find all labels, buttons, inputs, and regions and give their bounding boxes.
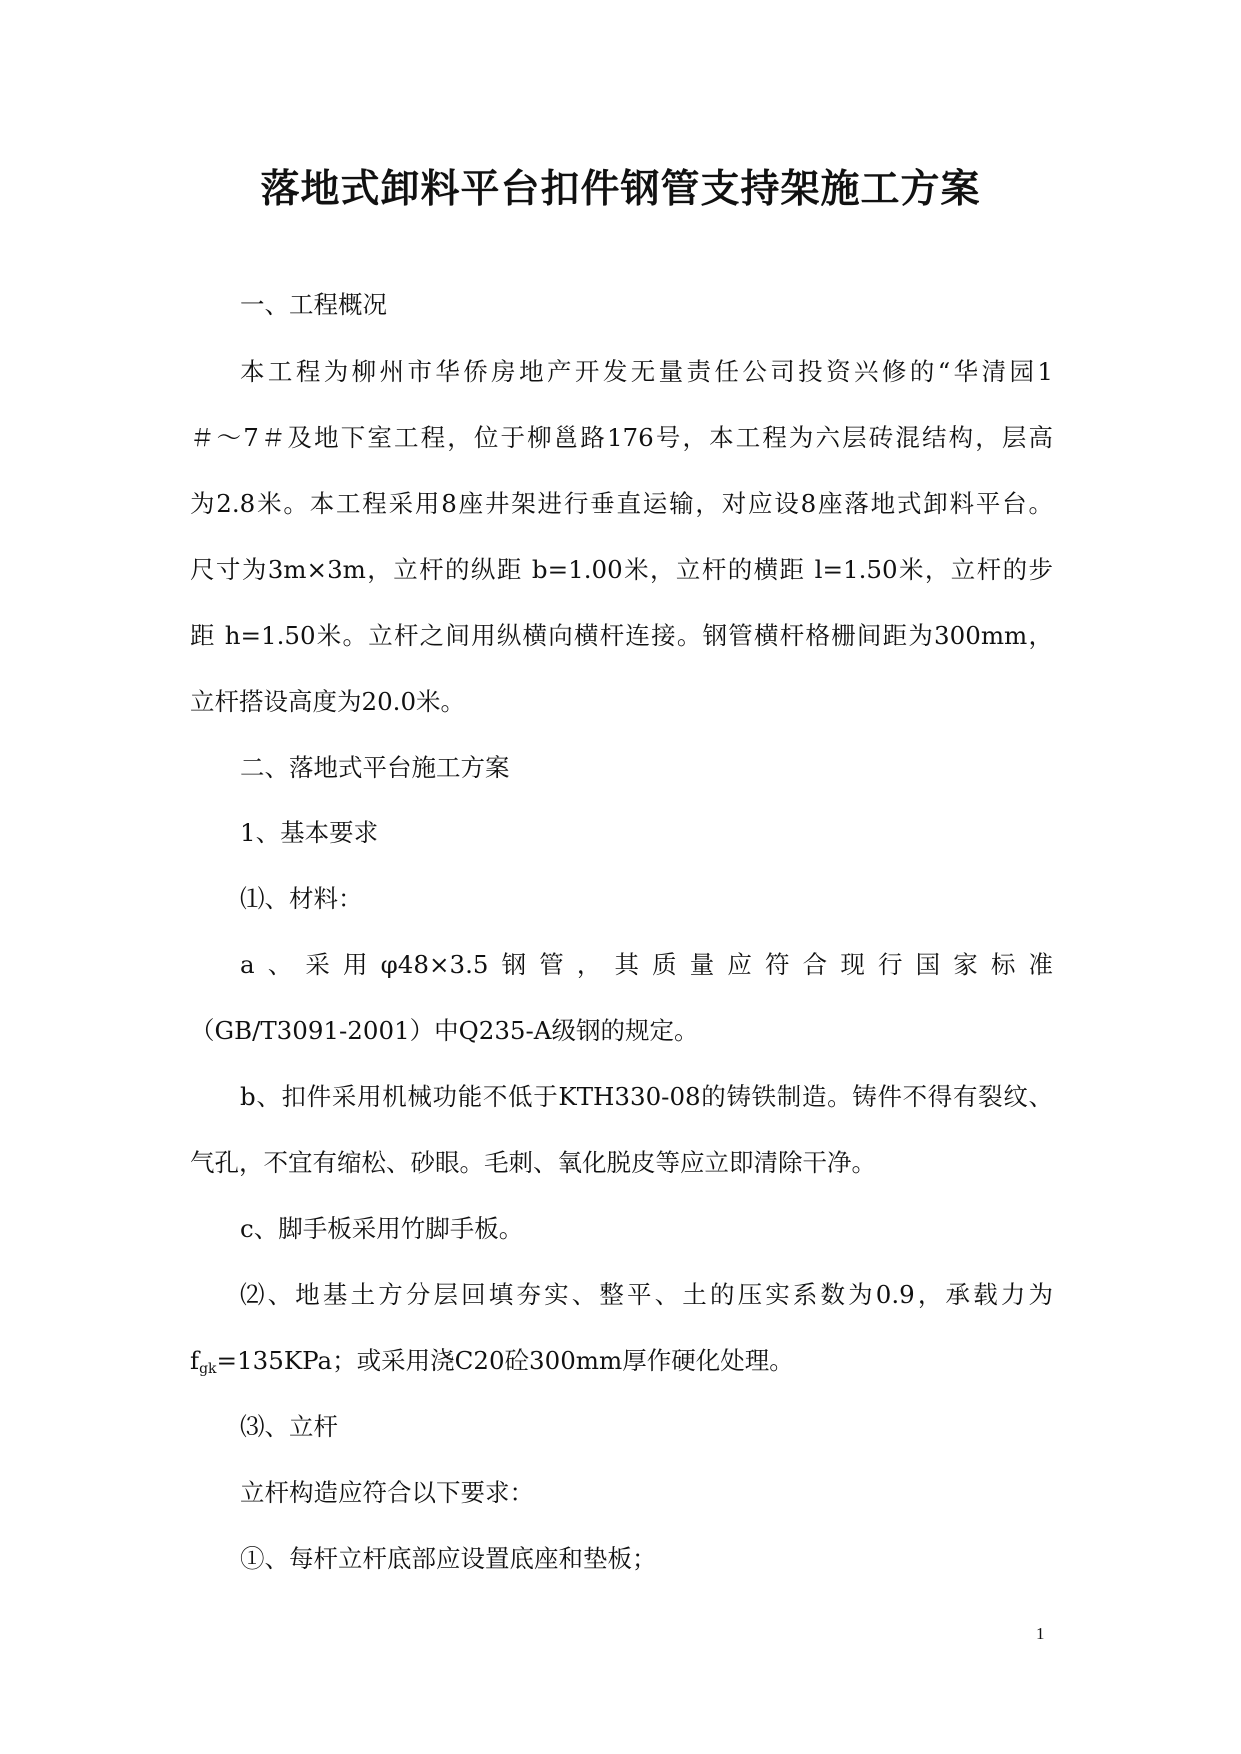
item-b-line-2: 气孔，不宜有缩松、砂眼。毛刺、氧化脱皮等应立即清除干净。 [190, 1148, 876, 1177]
item-2-line-2 [190, 1343, 794, 1387]
item-b-line-1: b、扣件采用机械功能不低于KTH330-08的铸铁制造。铸件不得有裂纹、 [240, 1082, 1053, 1111]
item-a-line-2: （GB/T3091-2001）中Q235-A级钢的规定。 [190, 1016, 699, 1045]
item-2-line-2-rest: =135KPa；或采用浇C20砼300mm厚作硬化处理。 [216, 1346, 794, 1375]
section1-line-3: 为2.8米。本工程采用8座井架进行垂直运输，对应设8座落地式卸料平台。 [190, 489, 1053, 518]
item-3-heading: ⑶、立杆 [240, 1412, 338, 1441]
item-a-line-1: a、采用φ48×3.5钢管，其质量应符合现行国家标准 [240, 950, 1053, 979]
formula-f: f [190, 1346, 200, 1375]
section1-heading: 一、工程概况 [240, 290, 387, 319]
item-3-text: 立杆构造应符合以下要求： [240, 1478, 534, 1507]
section1-line-2: ＃～7＃及地下室工程，位于柳邕路176号，本工程为六层砖混结构，层高 [190, 423, 1053, 452]
item-c: c、脚手板采用竹脚手板。 [240, 1214, 524, 1243]
section2-heading: 二、落地式平台施工方案 [240, 753, 510, 782]
page-number: 1 [1036, 1624, 1045, 1643]
sub-heading-basic-requirements: 1、基本要求 [240, 818, 379, 847]
section1-line-5: 距 h=1.50米。立杆之间用纵横向横杆连接。钢管横杆格栅间距为300mm， [190, 621, 1053, 650]
item-2-line-1: ⑵、地基土方分层回填夯实、整平、土的压实系数为0.9，承载力为 [240, 1280, 1053, 1309]
section1-line-1: 本工程为柳州市华侨房地产开发无量责任公司投资兴修的“华清园1 [240, 357, 1053, 386]
section1-line-6: 立杆搭设高度为20.0米。 [190, 687, 466, 716]
section1-line-4: 尺寸为3m×3m，立杆的纵距 b=1.00米，立杆的横距 l=1.50米，立杆的步 [190, 555, 1053, 584]
item-3-1: ①、每杆立杆底部应设置底座和垫板； [240, 1544, 657, 1573]
document-title: 落地式卸料平台扣件钢管支持架施工方案 [260, 166, 981, 212]
item-materials: ⑴、材料： [240, 884, 363, 913]
formula-subscript: gk [199, 1361, 217, 1377]
